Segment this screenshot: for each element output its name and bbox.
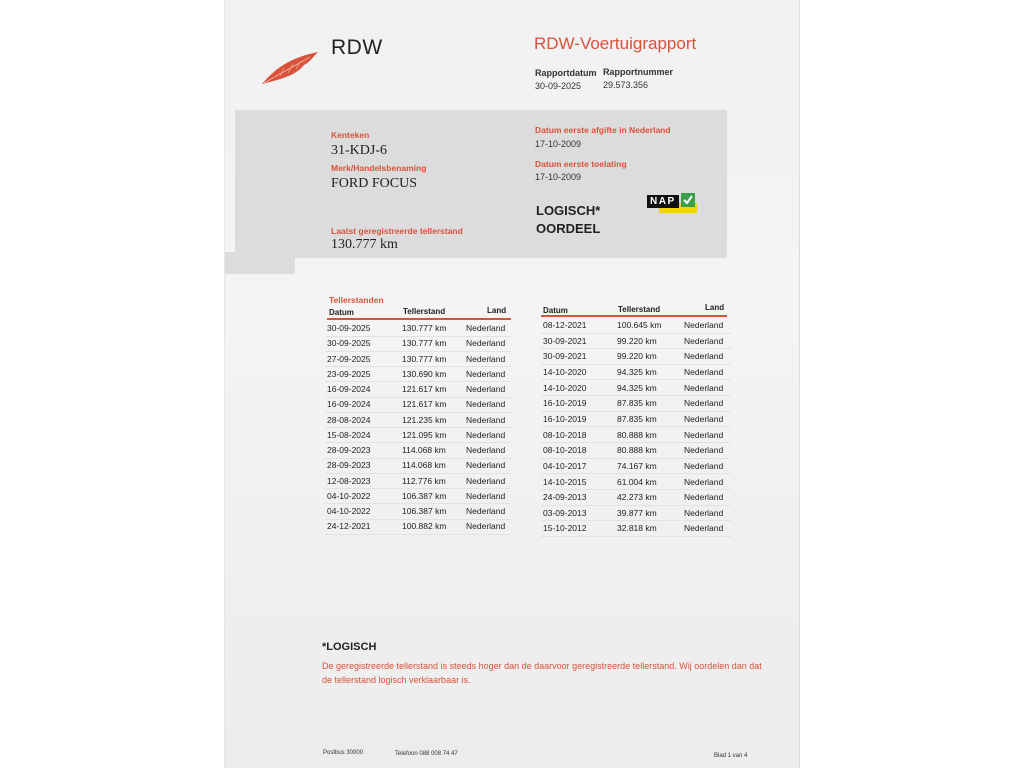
cell-land: Nederland: [684, 351, 724, 362]
cell-datum: 15-10-2012: [543, 523, 587, 534]
cell-land: Nederland: [684, 460, 724, 471]
cell-tellerstand: 106.387 km: [402, 490, 447, 501]
cell-tellerstand: 130.777 km: [402, 323, 447, 333]
cell-land: Nederland: [466, 506, 506, 516]
cell-tellerstand: 39.877 km: [617, 507, 657, 518]
merk-value: FORD FOCUS: [331, 176, 417, 191]
cell-tellerstand: 94.325 km: [617, 366, 657, 377]
cell-tellerstand: 121.617 km: [402, 399, 447, 410]
cell-datum: 24-09-2013: [543, 492, 587, 503]
rapportdatum-value: 30-09-2025: [535, 81, 582, 91]
cell-datum: 04-10-2017: [543, 460, 587, 471]
oordeel-text: [536, 202, 600, 238]
cell-tellerstand: 130.690 km: [402, 368, 447, 379]
table-row: [325, 504, 511, 520]
cell-tellerstand: 99.220 km: [617, 351, 657, 362]
cell-land: Nederland: [466, 384, 506, 394]
table-row: [325, 413, 511, 429]
cell-land: Nederland: [466, 460, 506, 471]
toelating-value: 17-10-2009: [535, 172, 582, 182]
report-page: [224, 0, 800, 768]
cell-datum: 16-10-2019: [543, 413, 587, 424]
cell-land: Nederland: [466, 368, 506, 379]
cell-tellerstand: 114.068 km: [402, 460, 446, 471]
cell-datum: 16-09-2024: [327, 399, 371, 410]
cell-land: Nederland: [684, 382, 724, 393]
rapportnummer-label: Rapportnummer: [603, 67, 674, 77]
table-row: [541, 506, 731, 522]
afgifte-value: 17-10-2009: [535, 139, 582, 149]
table-row: [541, 318, 731, 334]
nap-letters: NAP: [647, 195, 679, 208]
table-row: [325, 428, 511, 444]
table-row: [325, 458, 511, 474]
oordeel-line-2: OORDEEL: [536, 221, 601, 236]
cell-tellerstand: 121.235 km: [402, 414, 447, 425]
cell-tellerstand: 99.220 km: [617, 335, 657, 346]
cell-datum: 08-12-2021: [543, 320, 587, 330]
table-row: [325, 352, 511, 368]
right-header-underline: [541, 315, 727, 317]
footnote-title: *LOGISCH: [322, 641, 377, 653]
table-row: [541, 396, 731, 412]
left-header-tellerstand: Tellerstand: [403, 307, 446, 316]
left-header-underline: [327, 318, 511, 320]
cell-tellerstand: 74.167 km: [617, 460, 657, 471]
rapportnummer-value: 29.573.356: [603, 80, 649, 90]
rapportdatum-label: Rapportdatum: [535, 68, 597, 78]
cell-land: Nederland: [684, 492, 724, 503]
kenteken-label: Kenteken: [331, 130, 370, 140]
cell-datum: 16-09-2024: [327, 384, 371, 394]
table-row: [541, 443, 731, 459]
cell-tellerstand: 94.325 km: [617, 382, 657, 393]
table-row: [325, 489, 511, 505]
right-header-datum: Datum: [543, 306, 568, 315]
cell-datum: 04-10-2022: [327, 506, 371, 516]
teller-label: Laatst geregistreerde tellerstand: [331, 226, 463, 236]
table-row: [325, 474, 511, 490]
footer-blad: Blad 1 van 4: [714, 753, 748, 759]
cell-datum: 08-10-2018: [543, 445, 587, 456]
cell-land: Nederland: [684, 476, 724, 487]
merk-label: Merk/Handelsbenaming: [331, 163, 427, 173]
table-row: [325, 382, 511, 398]
cell-tellerstand: 100.882 km: [402, 521, 447, 532]
cell-datum: 28-09-2023: [327, 460, 371, 471]
teller-value: 130.777 km: [331, 237, 398, 252]
cell-datum: 14-10-2020: [543, 382, 587, 393]
cell-datum: 14-10-2015: [543, 476, 587, 487]
cell-tellerstand: 80.888 km: [617, 445, 657, 456]
cell-land: Nederland: [466, 490, 506, 501]
table-row: [325, 519, 511, 535]
afgifte-label: Datum eerste afgifte in Nederland: [535, 125, 671, 135]
footnote-text: De geregistreerde tellerstand is steeds hoger dan de daarvoor geregistreerde tellerstand. Wij oordelen dan dat de tellerstand logisch verklaarbaar is.: [322, 661, 762, 685]
cell-datum: 04-10-2022: [327, 490, 371, 501]
table-row: [541, 365, 731, 381]
cell-datum: 30-09-2025: [327, 323, 371, 333]
right-header-tellerstand: Tellerstand: [618, 305, 661, 314]
cell-tellerstand: 87.835 km: [617, 413, 657, 424]
nap-badge: [647, 195, 699, 215]
table-row: [325, 397, 511, 413]
cell-land: Nederland: [684, 413, 724, 424]
cell-tellerstand: 42.273 km: [617, 492, 657, 503]
table-row: [541, 334, 731, 350]
cell-tellerstand: 32.818 km: [617, 523, 657, 534]
photo-background-right: [800, 0, 1024, 768]
cell-datum: 08-10-2018: [543, 429, 587, 440]
cell-tellerstand: 112.776 km: [402, 475, 446, 486]
cell-datum: 24-12-2021: [327, 521, 371, 532]
cell-land: Nederland: [466, 399, 506, 410]
kenteken-value: 31-KDJ-6: [331, 143, 387, 158]
cell-datum: 30-09-2021: [543, 351, 587, 362]
cell-land: Nederland: [684, 335, 724, 346]
cell-datum: 23-09-2025: [327, 368, 371, 379]
cell-land: Nederland: [684, 445, 724, 456]
vehicle-info-block-tab: [225, 252, 295, 274]
cell-land: Nederland: [466, 414, 506, 425]
table-row: [325, 336, 511, 352]
left-header-datum: Datum: [329, 308, 354, 317]
cell-land: Nederland: [466, 338, 506, 349]
checkmark-icon: [681, 193, 695, 207]
toelating-label: Datum eerste toelating: [535, 159, 627, 169]
cell-tellerstand: 114.068 km: [402, 445, 446, 455]
table-row: [325, 321, 511, 337]
cell-land: Nederland: [466, 475, 506, 486]
left-header-land: Land: [487, 306, 507, 315]
photo-background-left: [0, 0, 224, 768]
footer-telefoon: Telefoon 088 008 74 47: [395, 751, 458, 757]
table-row: [541, 475, 731, 491]
table-row: [325, 443, 511, 459]
cell-datum: 28-08-2024: [327, 414, 371, 425]
cell-datum: 12-08-2023: [327, 475, 371, 486]
cell-land: Nederland: [684, 507, 724, 518]
cell-tellerstand: 100.645 km: [617, 320, 662, 330]
table-row: [541, 381, 731, 397]
cell-tellerstand: 130.777 km: [402, 353, 447, 364]
table-row: [541, 412, 731, 428]
cell-land: Nederland: [466, 323, 506, 333]
cell-land: Nederland: [466, 429, 506, 440]
cell-tellerstand: 61.004 km: [617, 476, 657, 487]
right-header-land: Land: [705, 303, 725, 312]
cell-datum: 28-09-2023: [327, 445, 371, 455]
cell-tellerstand: 121.617 km: [402, 384, 447, 394]
cell-land: Nederland: [466, 445, 506, 455]
brand-name: RDW: [331, 36, 383, 59]
cell-land: Nederland: [684, 366, 724, 377]
table-row: [541, 521, 731, 537]
cell-tellerstand: 106.387 km: [402, 506, 447, 516]
cell-land: Nederland: [684, 398, 724, 409]
footer-postbus: Postbus 30000: [323, 750, 364, 756]
table-row: [541, 428, 731, 444]
report-title: RDW-Voertuigrapport: [534, 34, 697, 53]
cell-tellerstand: 80.888 km: [617, 429, 657, 440]
cell-land: Nederland: [684, 320, 724, 330]
cell-datum: 15-08-2024: [327, 429, 371, 440]
table-row: [541, 490, 731, 506]
cell-datum: 16-10-2019: [543, 398, 587, 409]
cell-tellerstand: 130.777 km: [402, 338, 447, 349]
cell-land: Nederland: [466, 353, 506, 364]
cell-datum: 14-10-2020: [543, 366, 587, 377]
cell-datum: 27-09-2025: [327, 353, 371, 364]
cell-tellerstand: 121.095 km: [402, 429, 447, 440]
cell-land: Nederland: [684, 523, 724, 534]
oordeel-line-1: LOGISCH*: [536, 203, 601, 218]
cell-land: Nederland: [466, 521, 506, 532]
cell-tellerstand: 87.835 km: [617, 398, 657, 409]
table-row: [541, 349, 731, 365]
cell-datum: 30-09-2025: [327, 338, 371, 349]
table-row: [541, 459, 731, 475]
rdw-feather-logo-icon: [260, 48, 322, 88]
tellerstanden-title: Tellerstanden: [329, 295, 384, 305]
cell-land: Nederland: [684, 429, 724, 440]
cell-datum: 03-09-2013: [543, 507, 587, 518]
cell-datum: 30-09-2021: [543, 335, 587, 346]
table-row: [325, 367, 511, 383]
